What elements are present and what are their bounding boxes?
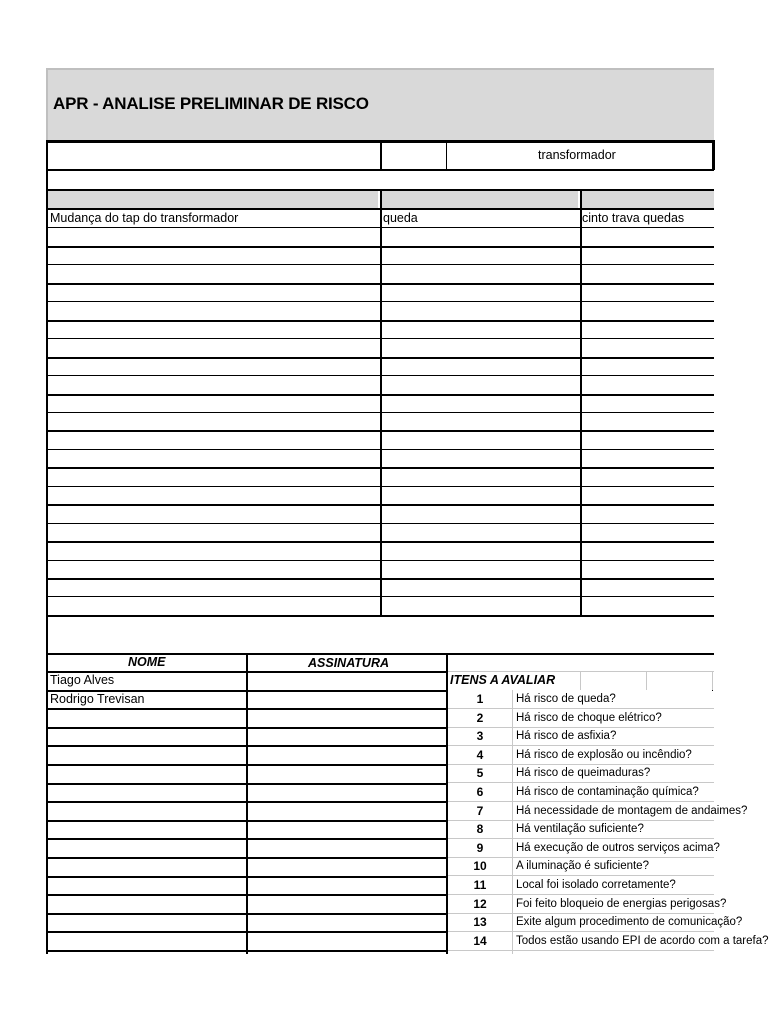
grid-line bbox=[712, 140, 715, 170]
checklist-line bbox=[448, 838, 714, 839]
checklist-item-question: Há risco de choque elétrico? bbox=[516, 712, 662, 724]
document-title: APR - ANALISE PRELIMINAR DE RISCO bbox=[53, 94, 369, 113]
grid-line bbox=[580, 189, 582, 615]
checklist-item-number: 11 bbox=[473, 878, 487, 892]
checklist-item-number: 14 bbox=[473, 934, 487, 948]
risk-activity: Mudança do tap do transformador bbox=[50, 211, 239, 225]
name-row-line bbox=[46, 764, 448, 766]
checklist-line bbox=[448, 894, 714, 895]
apr-sheet bbox=[46, 68, 769, 954]
checklist-line bbox=[448, 875, 714, 876]
checklist-item-question: Foi feito bloqueio de energias perigosas? bbox=[516, 898, 727, 910]
name-row-line bbox=[46, 857, 448, 859]
checklist-item-number: 9 bbox=[476, 841, 484, 855]
checklist-line bbox=[448, 931, 714, 932]
grid-line bbox=[246, 653, 248, 954]
name-row-line bbox=[46, 727, 448, 729]
equipment-value: transformador bbox=[538, 148, 616, 162]
name-row-line bbox=[46, 876, 448, 878]
checklist-line bbox=[448, 782, 714, 783]
checklist-item-number: 13 bbox=[473, 915, 487, 929]
checklist-line bbox=[448, 708, 714, 709]
checklist-line bbox=[448, 801, 714, 802]
name-row-line bbox=[46, 931, 448, 933]
risk-hazard: queda bbox=[383, 211, 418, 225]
checklist-item-question: Há risco de contaminação química? bbox=[516, 786, 699, 798]
checklist-item-question: Todos estão usando EPI de acordo com a tarefa? bbox=[516, 935, 769, 947]
checklist-item-number: 2 bbox=[476, 711, 484, 725]
checklist-line bbox=[646, 671, 647, 690]
team-member-name: Rodrigo Trevisan bbox=[50, 692, 145, 706]
checklist-item-question: Há execução de outros serviços acima? bbox=[516, 842, 720, 854]
name-header: NOME bbox=[128, 655, 166, 669]
checklist-item-number: 5 bbox=[476, 766, 484, 780]
team-member-name: Tiago Alves bbox=[50, 673, 115, 687]
checklist-line bbox=[512, 690, 513, 954]
checklist-item-number: 3 bbox=[476, 729, 484, 743]
checklist-item-number: 6 bbox=[476, 785, 484, 799]
checklist-item-number: 10 bbox=[473, 859, 487, 873]
name-row-line bbox=[46, 950, 448, 952]
checklist-item-question: Há risco de explosão ou incêndio? bbox=[516, 749, 692, 761]
checklist-item-question: Há risco de queimaduras? bbox=[516, 767, 651, 779]
name-row-line bbox=[46, 820, 448, 822]
checklist-item-question: Local foi isolado corretamente? bbox=[516, 879, 676, 891]
name-row-line bbox=[46, 801, 448, 803]
grid-line bbox=[46, 189, 48, 655]
checklist-item-question: A iluminação é suficiente? bbox=[516, 860, 649, 872]
grid-line bbox=[446, 140, 447, 170]
title-band bbox=[46, 68, 714, 140]
checklist-item-number: 7 bbox=[476, 804, 484, 818]
checklist-item-question: Exite algum procedimento de comunicação? bbox=[516, 916, 743, 928]
checklist-line bbox=[448, 950, 714, 951]
checklist-item-number: 4 bbox=[476, 748, 484, 762]
name-row-line bbox=[46, 745, 448, 747]
grid-line bbox=[380, 140, 382, 170]
name-row-line bbox=[46, 894, 448, 896]
checklist-line bbox=[580, 671, 581, 690]
name-row-line bbox=[46, 708, 448, 710]
checklist-line bbox=[712, 671, 713, 690]
risk-row-line bbox=[46, 615, 714, 617]
name-row-line bbox=[46, 913, 448, 915]
checklist-item-question: Há risco de asfixia? bbox=[516, 730, 617, 742]
risk-measure: cinto trava quedas bbox=[582, 211, 685, 225]
column-header-cell bbox=[582, 191, 714, 208]
checklist-item-number: 8 bbox=[476, 822, 484, 836]
checklist-item-number: 12 bbox=[473, 897, 487, 911]
checklist-line bbox=[448, 745, 714, 746]
checklist-header: ITENS A AVALIAR bbox=[450, 673, 556, 687]
column-header-cell bbox=[48, 191, 378, 208]
grid-line bbox=[46, 169, 714, 171]
column-header-cell bbox=[382, 191, 578, 208]
checklist-item-number: 1 bbox=[476, 692, 484, 706]
checklist-item-question: Há risco de queda? bbox=[516, 693, 616, 705]
signature-header: ASSINATURA bbox=[308, 656, 390, 670]
name-row-line bbox=[46, 783, 448, 785]
grid-line bbox=[46, 653, 48, 954]
checklist-item-question: Há necessidade de montagem de andaimes? bbox=[516, 805, 748, 817]
grid-line bbox=[380, 189, 382, 615]
name-row-line bbox=[46, 838, 448, 840]
checklist-item-question: Há ventilação suficiente? bbox=[516, 823, 644, 835]
